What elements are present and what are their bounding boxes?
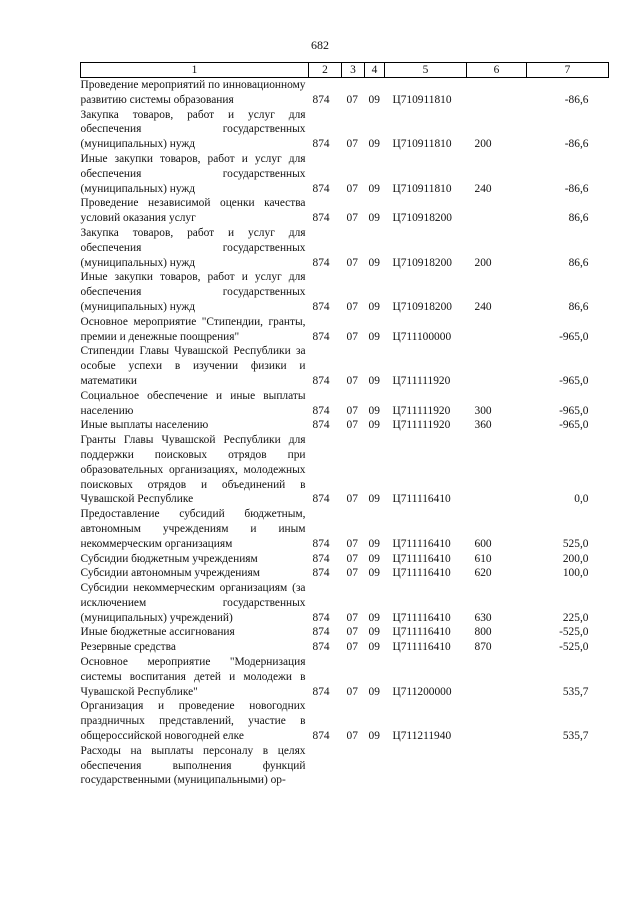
admin-code-cell: 874 — [312, 212, 330, 225]
table-row — [81, 507, 609, 551]
section-cell: 07 — [346, 93, 358, 106]
table-row — [81, 625, 609, 640]
target-article-cell: Ц711111920 — [392, 404, 451, 417]
expense-type-cell: 870 — [474, 641, 492, 654]
expense-type-cell: 360 — [474, 419, 492, 432]
subsection-cell: 09 — [368, 138, 380, 151]
section-cell: 07 — [346, 611, 358, 624]
subsection-cell: 09 — [368, 641, 380, 654]
table-row — [81, 78, 609, 108]
section-cell: 07 — [346, 330, 358, 343]
item-name-cell: Основное мероприятие "Модернизация системы воспитания детей и молодежи в Чувашской Республике" — [80, 656, 306, 698]
amount-cell: 86,6 — [568, 212, 589, 225]
target-article-cell: Ц711116410 — [392, 537, 451, 550]
expense-type-cell — [467, 699, 527, 743]
header-col-2: 2 — [309, 63, 342, 78]
subsection-cell: 09 — [368, 330, 380, 343]
table-row — [81, 581, 609, 625]
expense-type-cell — [467, 344, 527, 388]
section-cell: 07 — [346, 626, 358, 639]
table-row — [81, 389, 609, 419]
expense-type-cell: 240 — [474, 300, 492, 313]
target-article-cell: Ц711111920 — [392, 374, 451, 387]
section-cell: 07 — [346, 256, 358, 269]
expense-type-cell — [467, 655, 527, 699]
subsection-cell — [365, 744, 385, 788]
table-body — [81, 78, 609, 789]
header-col-6: 6 — [467, 63, 527, 78]
item-name-cell: Закупка товаров, работ и услуг для обеспечения государственных (муниципальных) нужд — [80, 226, 306, 269]
admin-code-cell: 874 — [312, 567, 330, 580]
expense-type-cell: 620 — [474, 567, 492, 580]
expense-type-cell: 800 — [474, 626, 492, 639]
target-article-cell: Ц710911810 — [392, 138, 452, 151]
target-article-cell: Ц711100000 — [392, 330, 452, 343]
header-row — [81, 63, 609, 78]
table-row — [81, 270, 609, 314]
target-article-cell: Ц711116410 — [392, 552, 451, 565]
section-cell: 07 — [346, 552, 358, 565]
item-name-cell: Иные закупки товаров, работ и услуг для обеспечения государственных (муниципальных) нужд — [80, 271, 306, 313]
admin-code-cell: 874 — [312, 182, 330, 195]
table-row — [81, 418, 609, 433]
item-name-cell: Субсидии некоммерческим организациям (за исключением государственных (муниципальных) учреждений) — [80, 582, 306, 624]
item-name-cell: Предоставление субсидий бюджетным, автономным учреждениям и иным некоммерческим организациям — [80, 508, 306, 550]
item-name-cell: Закупка товаров, работ и услуг для обеспечения государственных (муниципальных) нужд — [80, 108, 306, 151]
amount-cell: -86,6 — [564, 182, 589, 195]
amount-cell: 86,6 — [568, 300, 589, 313]
subsection-cell: 09 — [368, 493, 380, 506]
admin-code-cell: 874 — [312, 300, 330, 313]
expense-type-cell — [467, 78, 527, 108]
expense-type-cell: 600 — [474, 537, 492, 550]
admin-code-cell: 874 — [312, 256, 330, 269]
section-cell: 07 — [346, 212, 358, 225]
item-name-cell: Резервные средства — [80, 641, 176, 654]
subsection-cell: 09 — [368, 552, 380, 565]
target-article-cell: Ц711116410 — [392, 641, 451, 654]
admin-code-cell — [309, 744, 342, 788]
table-row — [81, 196, 609, 226]
amount-cell: -965,0 — [559, 419, 589, 432]
subsection-cell: 09 — [368, 419, 380, 432]
amount-cell: -965,0 — [559, 404, 589, 417]
target-article-cell: Ц710918200 — [392, 256, 452, 269]
page-number: 682 — [311, 38, 329, 52]
item-name-cell: Иные выплаты населению — [80, 419, 209, 432]
section-cell: 07 — [346, 730, 358, 743]
amount-cell: -965,0 — [559, 330, 589, 343]
subsection-cell: 09 — [368, 212, 380, 225]
amount-cell: 100,0 — [562, 567, 589, 580]
target-article-cell: Ц711116410 — [392, 567, 451, 580]
admin-code-cell: 874 — [312, 330, 330, 343]
section-cell — [342, 744, 365, 788]
item-name-cell: Организация и проведение новогодних праздничных представлений, участие в общероссийской новогодней елке — [80, 700, 306, 743]
expense-type-cell: 200 — [474, 138, 492, 151]
subsection-cell: 09 — [368, 256, 380, 269]
admin-code-cell: 874 — [312, 730, 330, 743]
admin-code-cell: 874 — [312, 419, 330, 432]
expense-type-cell: 300 — [474, 404, 492, 417]
amount-cell: 535,7 — [562, 685, 589, 698]
target-article-cell: Ц711200000 — [392, 685, 452, 698]
expense-type-cell: 240 — [474, 182, 492, 195]
target-article-cell: Ц711116410 — [392, 493, 451, 506]
admin-code-cell: 874 — [312, 93, 330, 106]
amount-cell: 86,6 — [568, 256, 589, 269]
item-name-cell: Субсидии бюджетным учреждениям — [80, 552, 258, 565]
subsection-cell: 09 — [368, 404, 380, 417]
table-row — [81, 566, 609, 581]
amount-cell — [527, 744, 609, 788]
section-cell: 07 — [346, 493, 358, 506]
amount-cell: 225,0 — [562, 611, 589, 624]
table-row — [81, 152, 609, 196]
amount-cell: 525,0 — [562, 537, 589, 550]
section-cell: 07 — [346, 138, 358, 151]
expense-type-cell: 630 — [474, 611, 492, 624]
subsection-cell: 09 — [368, 93, 380, 106]
table-row — [81, 433, 609, 507]
table-header — [81, 63, 609, 78]
header-col-1: 1 — [81, 63, 309, 78]
admin-code-cell: 874 — [312, 552, 330, 565]
item-name-cell: Основное мероприятие "Стипендии, гранты, премии и денежные поощрения" — [80, 315, 306, 343]
section-cell: 07 — [346, 404, 358, 417]
expense-type-cell: 610 — [474, 552, 492, 565]
amount-cell: -525,0 — [559, 641, 589, 654]
subsection-cell: 09 — [368, 300, 380, 313]
table-row — [81, 315, 609, 345]
subsection-cell: 09 — [368, 567, 380, 580]
admin-code-cell: 874 — [312, 138, 330, 151]
table-row — [81, 344, 609, 388]
amount-cell: -525,0 — [559, 626, 589, 639]
amount-cell: -86,6 — [564, 93, 589, 106]
item-name-cell: Гранты Главы Чувашской Республики для поддержки поисковых отрядов при образовательных организациях, молодежных поисковых отрядов и объединений в Чувашской Республике — [80, 434, 306, 506]
table-row — [81, 552, 609, 567]
admin-code-cell: 874 — [312, 641, 330, 654]
subsection-cell: 09 — [368, 374, 380, 387]
header-col-7: 7 — [527, 63, 609, 78]
subsection-cell: 09 — [368, 730, 380, 743]
target-article-cell: Ц710911810 — [392, 182, 452, 195]
amount-cell: 0,0 — [574, 493, 589, 506]
item-name-cell: Проведение независимой оценки качества условий оказания услуг — [80, 197, 306, 225]
subsection-cell: 09 — [368, 537, 380, 550]
subsection-cell: 09 — [368, 182, 380, 195]
section-cell: 07 — [346, 641, 358, 654]
section-cell: 07 — [346, 537, 358, 550]
section-cell: 07 — [346, 419, 358, 432]
admin-code-cell: 874 — [312, 685, 330, 698]
item-name-cell: Иные закупки товаров, работ и услуг для обеспечения государственных (муниципальных) нужд — [80, 152, 306, 195]
amount-cell: 535,7 — [562, 730, 589, 743]
table-row — [81, 640, 609, 655]
expense-type-cell — [467, 744, 527, 788]
amount-cell: 200,0 — [562, 552, 589, 565]
subsection-cell: 09 — [368, 626, 380, 639]
section-cell: 07 — [346, 685, 358, 698]
table-row — [81, 655, 609, 699]
header-col-3: 3 — [342, 63, 365, 78]
section-cell: 07 — [346, 182, 358, 195]
header-col-5: 5 — [385, 63, 467, 78]
item-name-cell: Проведение мероприятий по инновационному развитию системы образования — [80, 79, 306, 106]
subsection-cell: 09 — [368, 685, 380, 698]
admin-code-cell: 874 — [312, 626, 330, 639]
target-article-cell: Ц710911810 — [392, 93, 452, 106]
table-row — [81, 226, 609, 270]
target-article-cell — [385, 744, 467, 788]
item-name-cell: Стипендии Главы Чувашской Республики за особые успехи в изучении физики и математики — [80, 345, 306, 387]
subsection-cell: 09 — [368, 611, 380, 624]
admin-code-cell: 874 — [312, 493, 330, 506]
expense-type-cell: 200 — [474, 256, 492, 269]
admin-code-cell: 874 — [312, 404, 330, 417]
expense-type-cell — [467, 433, 527, 507]
section-cell: 07 — [346, 300, 358, 313]
header-col-4: 4 — [365, 63, 385, 78]
table-row — [81, 699, 609, 743]
item-name-cell: Социальное обеспечение и иные выплаты населению — [80, 389, 306, 417]
target-article-cell: Ц711116410 — [392, 611, 451, 624]
target-article-cell: Ц710918200 — [392, 212, 452, 225]
table-row — [81, 108, 609, 152]
item-name-cell: Субсидии автономным учреждениям — [80, 567, 260, 580]
section-cell: 07 — [346, 374, 358, 387]
target-article-cell: Ц711211940 — [392, 730, 452, 743]
admin-code-cell: 874 — [312, 611, 330, 624]
target-article-cell: Ц711111920 — [392, 419, 451, 432]
admin-code-cell: 874 — [312, 537, 330, 550]
amount-cell: -86,6 — [564, 138, 589, 151]
target-article-cell: Ц711116410 — [392, 626, 451, 639]
item-name-cell: Расходы на выплаты персоналу в целях обеспечения выполнения функций государственными (муниципальными) ор- — [80, 744, 306, 787]
expense-type-cell — [467, 196, 527, 226]
budget-table — [80, 62, 609, 788]
section-cell: 07 — [346, 567, 358, 580]
table-row — [81, 744, 609, 788]
target-article-cell: Ц710918200 — [392, 300, 452, 313]
admin-code-cell: 874 — [312, 374, 330, 387]
expense-type-cell — [467, 315, 527, 345]
amount-cell: -965,0 — [559, 374, 589, 387]
item-name-cell: Иные бюджетные ассигнования — [80, 626, 235, 639]
